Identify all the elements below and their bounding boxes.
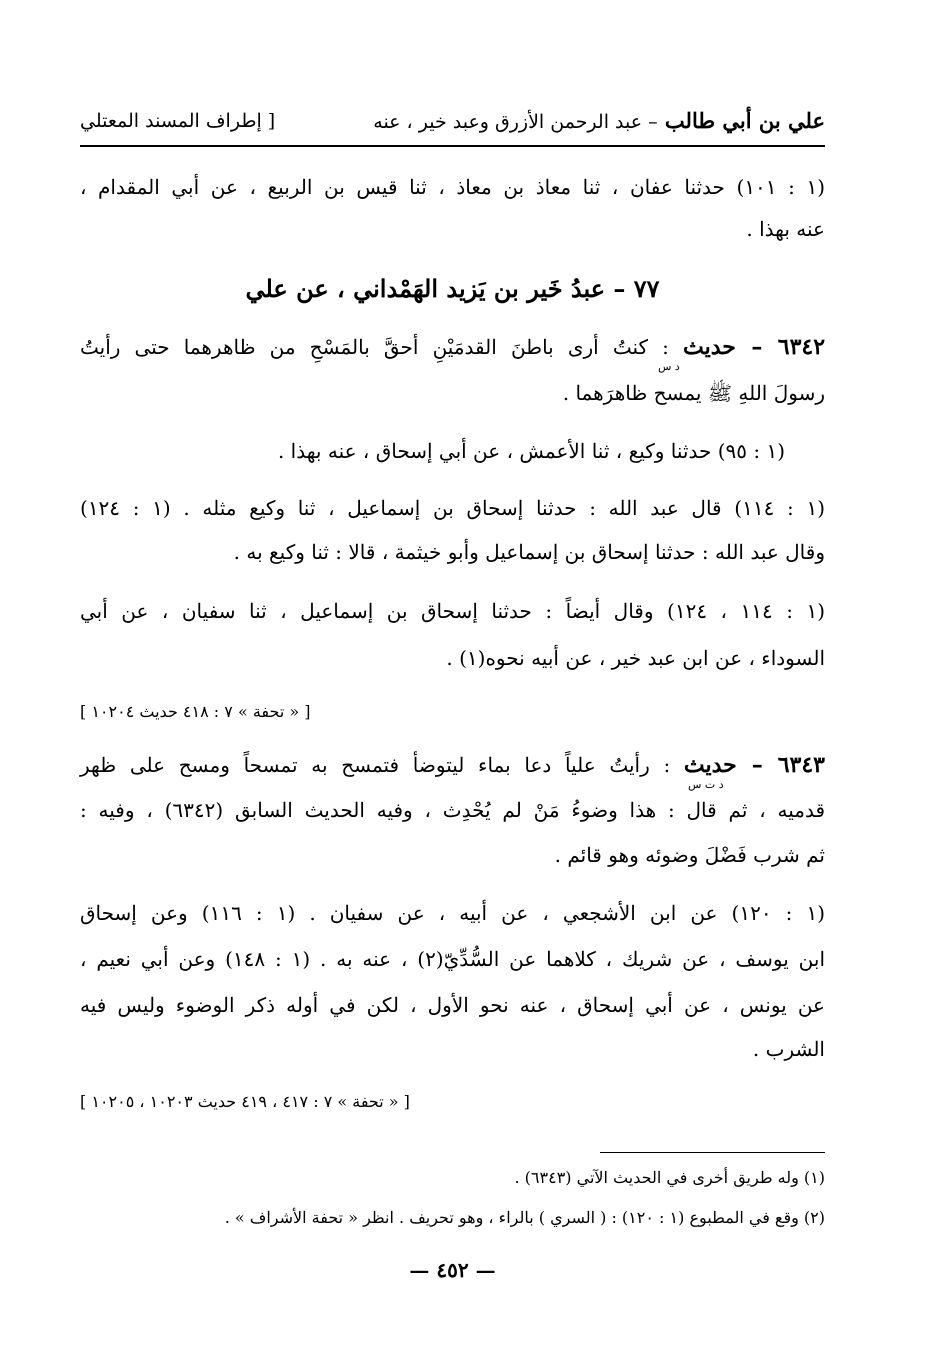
hadith-6343-line-2: قدميه ، ثم قال : هذا وضوءُ مَنْ لم يُحْدِث ، وفيه الحديث السابق (٦٣٤٢) ، وفيه : xyxy=(80,798,826,822)
hadith-6343-number: ٦٣٤٣ – حديث xyxy=(683,752,825,778)
hadith-6343-para-1-line-3: عن يونس ، عن أبي إسحاق ، عنه نحو الأول ، لكن في أوله ذكر الوضوء وليس فيه xyxy=(80,993,825,1017)
hadith-6343-line-3: ثم شرب فَضْلَ وضوئه وهو قائم . xyxy=(554,843,825,867)
hadith-6343-para-1-line-4: الشرب . xyxy=(752,1037,825,1061)
footnote-2: (٢) وقع في المطبوع (١ : ١٢٠) : ( السري ) بالراء ، وهو تحريف . انظر « تحفة الأشراف » . xyxy=(224,1208,825,1227)
page xyxy=(80,0,825,1368)
running-header xyxy=(373,108,825,133)
hadith-6343-line-1 xyxy=(80,750,825,780)
hadith-6342-para-2-line-2: وقال عبد الله : حدثنا إسحاق بن إسماعيل وأبو خيثمة ، قالا : ثنا وكيع به . xyxy=(233,540,825,564)
hadith-6342-text-1: : كنتُ أرى باطنَ القدمَيْنِ أحقَّ بالمَسْحِ من ظاهرهما حتى رأيتُ xyxy=(80,335,669,359)
hadith-6342-para-3-line-2: السوداء ، عن ابن عبد خير ، عن أبيه نحوه(١) . xyxy=(446,646,825,670)
hadith-6343-tag: د ت س xyxy=(688,778,724,791)
hadith-6342-tag: د س xyxy=(658,360,680,373)
hadith-6343-text-1: : رأيتُ علياً دعا بماء ليتوضأ فتمسح به تمسحاً ومسح على ظهر xyxy=(80,753,671,777)
page-number: — ٤٥٢ — xyxy=(409,1258,496,1282)
header-rule xyxy=(80,145,825,147)
hadith-6342-line-1 xyxy=(80,332,825,362)
hadith-6342-para-1: (١ : ٩٥) حدثنا وكيع ، ثنا الأعمش ، عن أبي إسحاق ، عنه بهذا . xyxy=(277,439,785,463)
hadith-6342-number: ٦٣٤٢ – حديث xyxy=(683,334,826,360)
header-book-title: [ إطراف المسند المعتلي xyxy=(80,110,276,132)
header-subtitle: – عبد الرحمن الأزرق وعبد خير ، عنه xyxy=(373,111,658,133)
footnote-rule xyxy=(600,1152,825,1153)
footnote-1: (١) وله طريق أخرى في الحديث الآتي (٦٣٤٣) . xyxy=(514,1168,825,1187)
hadith-6342-para-3-line-1: (١ : ١١٤ ، ١٢٤) وقال أيضاً : حدثنا إسحاق بن إسماعيل ، ثنا سفيان ، عن أبي xyxy=(80,599,826,623)
intro-line-2: عنه بهذا . xyxy=(746,217,825,241)
header-chapter: علي بن أبي طالب xyxy=(664,108,825,133)
hadith-6343-para-1-line-2: ابن يوسف ، عن شريك ، كلاهما عن السُّدِّيّ(٢) ، عنه به . (١ : ١٤٨) وعن أبي نعيم ، xyxy=(80,947,826,971)
hadith-6342-tuhfa-ref: [ « تحفة » ٧ : ٤١٨ حديث ١٠٢٠٤ ] xyxy=(80,702,311,721)
intro-line-1: (١ : ١٠١) حدثنا عفان ، ثنا معاذ بن معاذ ، ثنا قيس بن الربيع ، عن أبي المقدام ، xyxy=(80,175,826,199)
hadith-6342-line-2: رسولَ اللهِ ﷺ يمسح ظاهرَهما . xyxy=(562,381,825,405)
hadith-6343-tuhfa-ref: [ « تحفة » ٧ : ٤١٧ ، ٤١٩ حديث ١٠٢٠٣ ، ١٠٢٠٥ ] xyxy=(80,1092,410,1111)
hadith-6342-para-2-line-1: (١ : ١١٤) قال عبد الله : حدثنا إسحاق بن إسماعيل ، ثنا وكيع مثله . (١ : ١٢٤) xyxy=(80,496,825,520)
section-title: ٧٧ – عبدُ خَير بن يَزيد الهَمْداني ، عن علي xyxy=(245,274,660,303)
hadith-6343-para-1-line-1: (١ : ١٢٠) عن ابن الأشجعي ، عن أبيه ، عن سفيان . (١ : ١١٦) وعن إسحاق xyxy=(80,901,826,925)
